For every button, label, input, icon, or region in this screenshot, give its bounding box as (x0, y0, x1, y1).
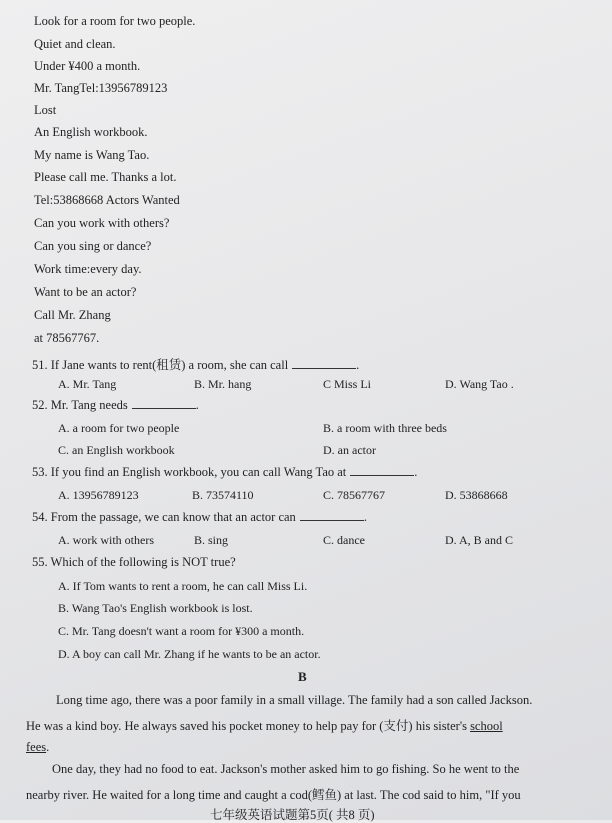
question-54 (32, 510, 367, 525)
ad-line: Can you sing or dance? (34, 239, 152, 253)
answer-blank (350, 465, 414, 476)
section-heading: B (298, 669, 307, 684)
question-stem: 55. Which of the following is NOT true? (32, 555, 236, 569)
passage-line (26, 740, 582, 755)
ad-line: Want to be an actor? (34, 285, 137, 299)
option-a: A. work with others (58, 533, 154, 547)
ad-line: at 78567767. (34, 331, 100, 345)
question-end: . (356, 358, 360, 372)
option-d: D. an actor (323, 443, 376, 457)
ad-line: Can you work with others? (34, 216, 170, 230)
answer-blank (132, 398, 196, 409)
question-end: . (195, 398, 199, 412)
underlined-text: fees (26, 740, 47, 754)
option-b: B. Mr. hang (194, 377, 252, 391)
option-a: A. 13956789123 (58, 488, 139, 502)
answer-blank (292, 358, 356, 369)
ad-line: Call Mr. Zhang (34, 308, 111, 322)
question-55 (32, 555, 236, 570)
question-52 (32, 398, 199, 413)
option-b: B. a room with three beds (323, 421, 447, 435)
option-c: C Miss Li (323, 377, 372, 391)
question-53 (32, 465, 417, 480)
option-a: A. a room for two people (58, 421, 180, 435)
passage-text: He was a kind boy. He always saved his pocket money to help pay for (支付) his sister's (26, 719, 467, 733)
question-stem: 53. If you find an English workbook, you can call Wang Tao at (32, 465, 347, 479)
question-stem: 52. Mr. Tang needs (32, 398, 128, 412)
option-a: A. Mr. Tang (58, 377, 117, 391)
question-51 (32, 355, 359, 373)
option-d: D. 53868668 (445, 488, 508, 502)
passage-line: One day, they had no food to eat. Jackson's mother asked him to go fishing. So he went to the (52, 762, 520, 776)
option-d: D. Wang Tao . (445, 377, 514, 391)
option-b: B. sing (194, 533, 229, 547)
ad-line: Mr. TangTel:13956789123 (34, 81, 168, 95)
question-stem: 54. From the passage, we can know that an actor can (32, 510, 296, 524)
page-footer: 七年级英语试题第5页( 共8 页) (210, 808, 375, 822)
ad-line: Under ¥400 a month. (34, 59, 141, 73)
option-c: C. an English workbook (58, 443, 175, 457)
ad-line: Quiet and clean. (34, 37, 116, 51)
option-a: A. If Tom wants to rent a room, he can call Miss Li. (58, 579, 308, 593)
passage-line: nearby river. He waited for a long time and caught a cod(鳕鱼) at last. The cod said to him, "If you (26, 788, 521, 802)
ad-line: An English workbook. (34, 125, 148, 139)
question-end: . (414, 465, 418, 479)
ad-line: Please call me. Thanks a lot. (34, 170, 177, 184)
passage-line (26, 716, 582, 734)
option-c: C. Mr. Tang doesn't want a room for ¥300 a month. (58, 624, 305, 638)
option-d: D. A, B and C (445, 533, 514, 547)
ad-line: Tel:53868668 Actors Wanted (34, 193, 180, 207)
ad-line: Work time:every day. (34, 262, 142, 276)
option-c: C. 78567767 (323, 488, 386, 502)
underlined-text: school (470, 719, 503, 733)
passage-text: . (46, 740, 50, 754)
answer-blank (300, 510, 364, 521)
question-end: . (363, 510, 367, 524)
question-stem: 51. If Jane wants to rent(租赁) a room, she can call (32, 358, 289, 372)
option-b: B. Wang Tao's English workbook is lost. (58, 601, 253, 615)
option-d: D. A boy can call Mr. Zhang if he wants to be an actor. (58, 647, 321, 661)
option-b: B. 73574110 (192, 488, 254, 502)
passage-line: Long time ago, there was a poor family in a small village. The family had a son called Jackson. (56, 693, 533, 707)
option-c: C. dance (323, 533, 365, 547)
ad-line: Lost (34, 103, 57, 117)
ad-line: My name is Wang Tao. (34, 148, 150, 162)
ad-line: Look for a room for two people. (34, 14, 196, 28)
